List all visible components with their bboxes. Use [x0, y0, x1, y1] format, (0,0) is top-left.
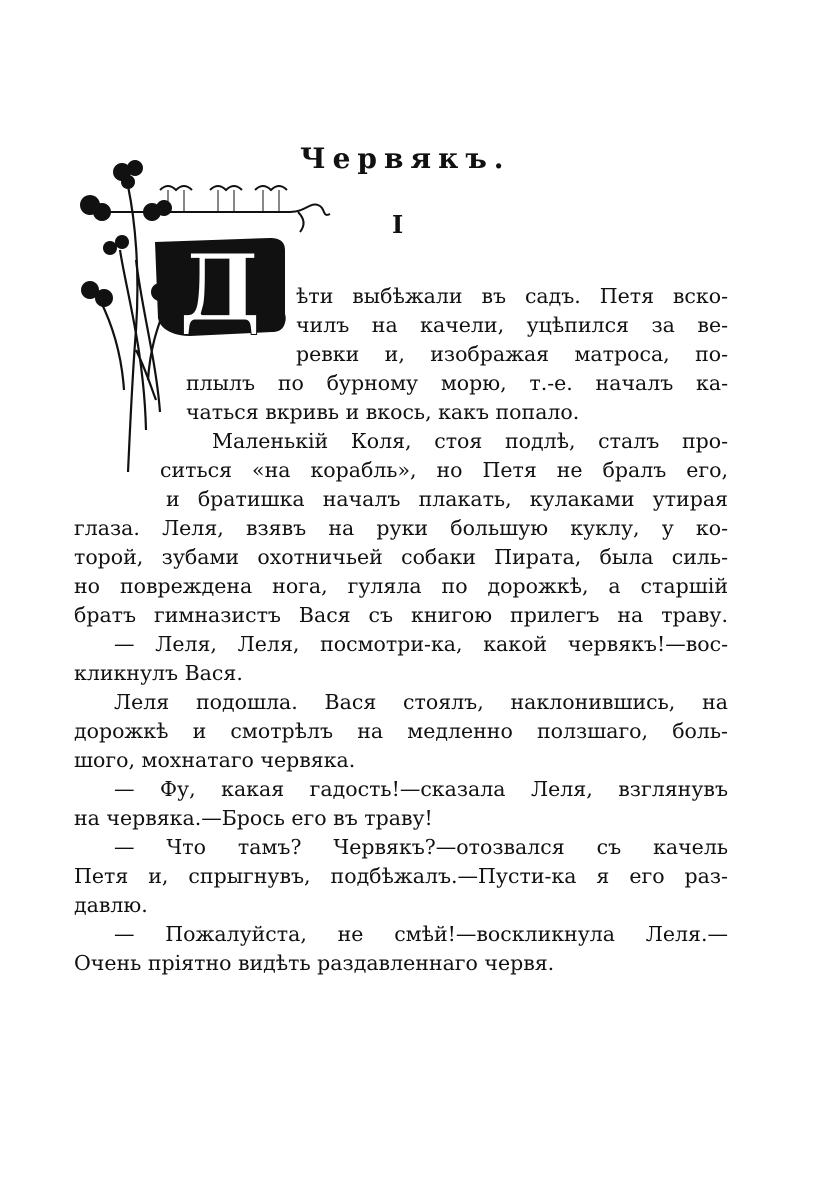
- text-line: — Что тамъ? Червякъ?—отозвался съ качель: [114, 835, 728, 859]
- text-line: кликнулъ Вася.: [74, 661, 243, 685]
- text-line: давлю.: [74, 893, 148, 917]
- text-line: торой, зубами охотничьей собаки Пирата, была силь-: [74, 545, 728, 569]
- text-line: братъ гимназистъ Вася съ книгою прилегъ на траву.: [74, 603, 728, 627]
- text-line: шого, мохнатаго червяка.: [74, 748, 356, 772]
- text-line: — Леля, Леля, посмотри-ка, какой червякъ!—вос-: [114, 632, 728, 656]
- text-line: Леля подошла. Вася стоялъ, наклонившись, на: [114, 690, 728, 714]
- text-line: ситься «на корабль», но Петя не бралъ его,: [160, 458, 728, 482]
- drop-cap-letter: Д: [179, 234, 261, 342]
- text-line: на червяка.—Брось его въ траву!: [74, 806, 433, 830]
- text-line: Маленькій Коля, стоя подлѣ, сталъ про-: [212, 429, 728, 453]
- text-line: но повреждена нога, гуляла по дорожкѣ, а старшій: [74, 574, 728, 598]
- text-line: чаться вкривь и вкось, какъ попало.: [186, 400, 580, 424]
- text-line: ревки и, изображая матроса, по-: [296, 342, 728, 366]
- chapter-number: I: [392, 210, 404, 239]
- page-title: Червякъ.: [300, 142, 511, 175]
- text-line: — Пожалуйста, не смѣй!—воскликнула Леля.—: [114, 922, 728, 946]
- text-line: — Фу, какая гадость!—сказала Леля, взглянувъ: [114, 777, 728, 801]
- text-line: ѣти выбѣжали въ садъ. Петя вско-: [296, 284, 728, 308]
- text-line: Петя и, спрыгнувъ, подбѣжалъ.—Пусти-ка я его раз-: [74, 864, 728, 888]
- text-line: дорожкѣ и смотрѣлъ на медленно ползшаго, боль-: [74, 719, 728, 743]
- text-line: плылъ по бурному морю, т.-е. началъ ка-: [186, 371, 728, 395]
- text-line: чилъ на качели, уцѣпился за ве-: [296, 313, 728, 337]
- text-line: и братишка началъ плакать, кулаками утирая: [166, 487, 728, 511]
- text-line: Очень пріятно видѣть раздавленнаго червя.: [74, 951, 555, 975]
- text-line: глаза. Леля, взявъ на руки большую куклу, у ко-: [74, 516, 728, 540]
